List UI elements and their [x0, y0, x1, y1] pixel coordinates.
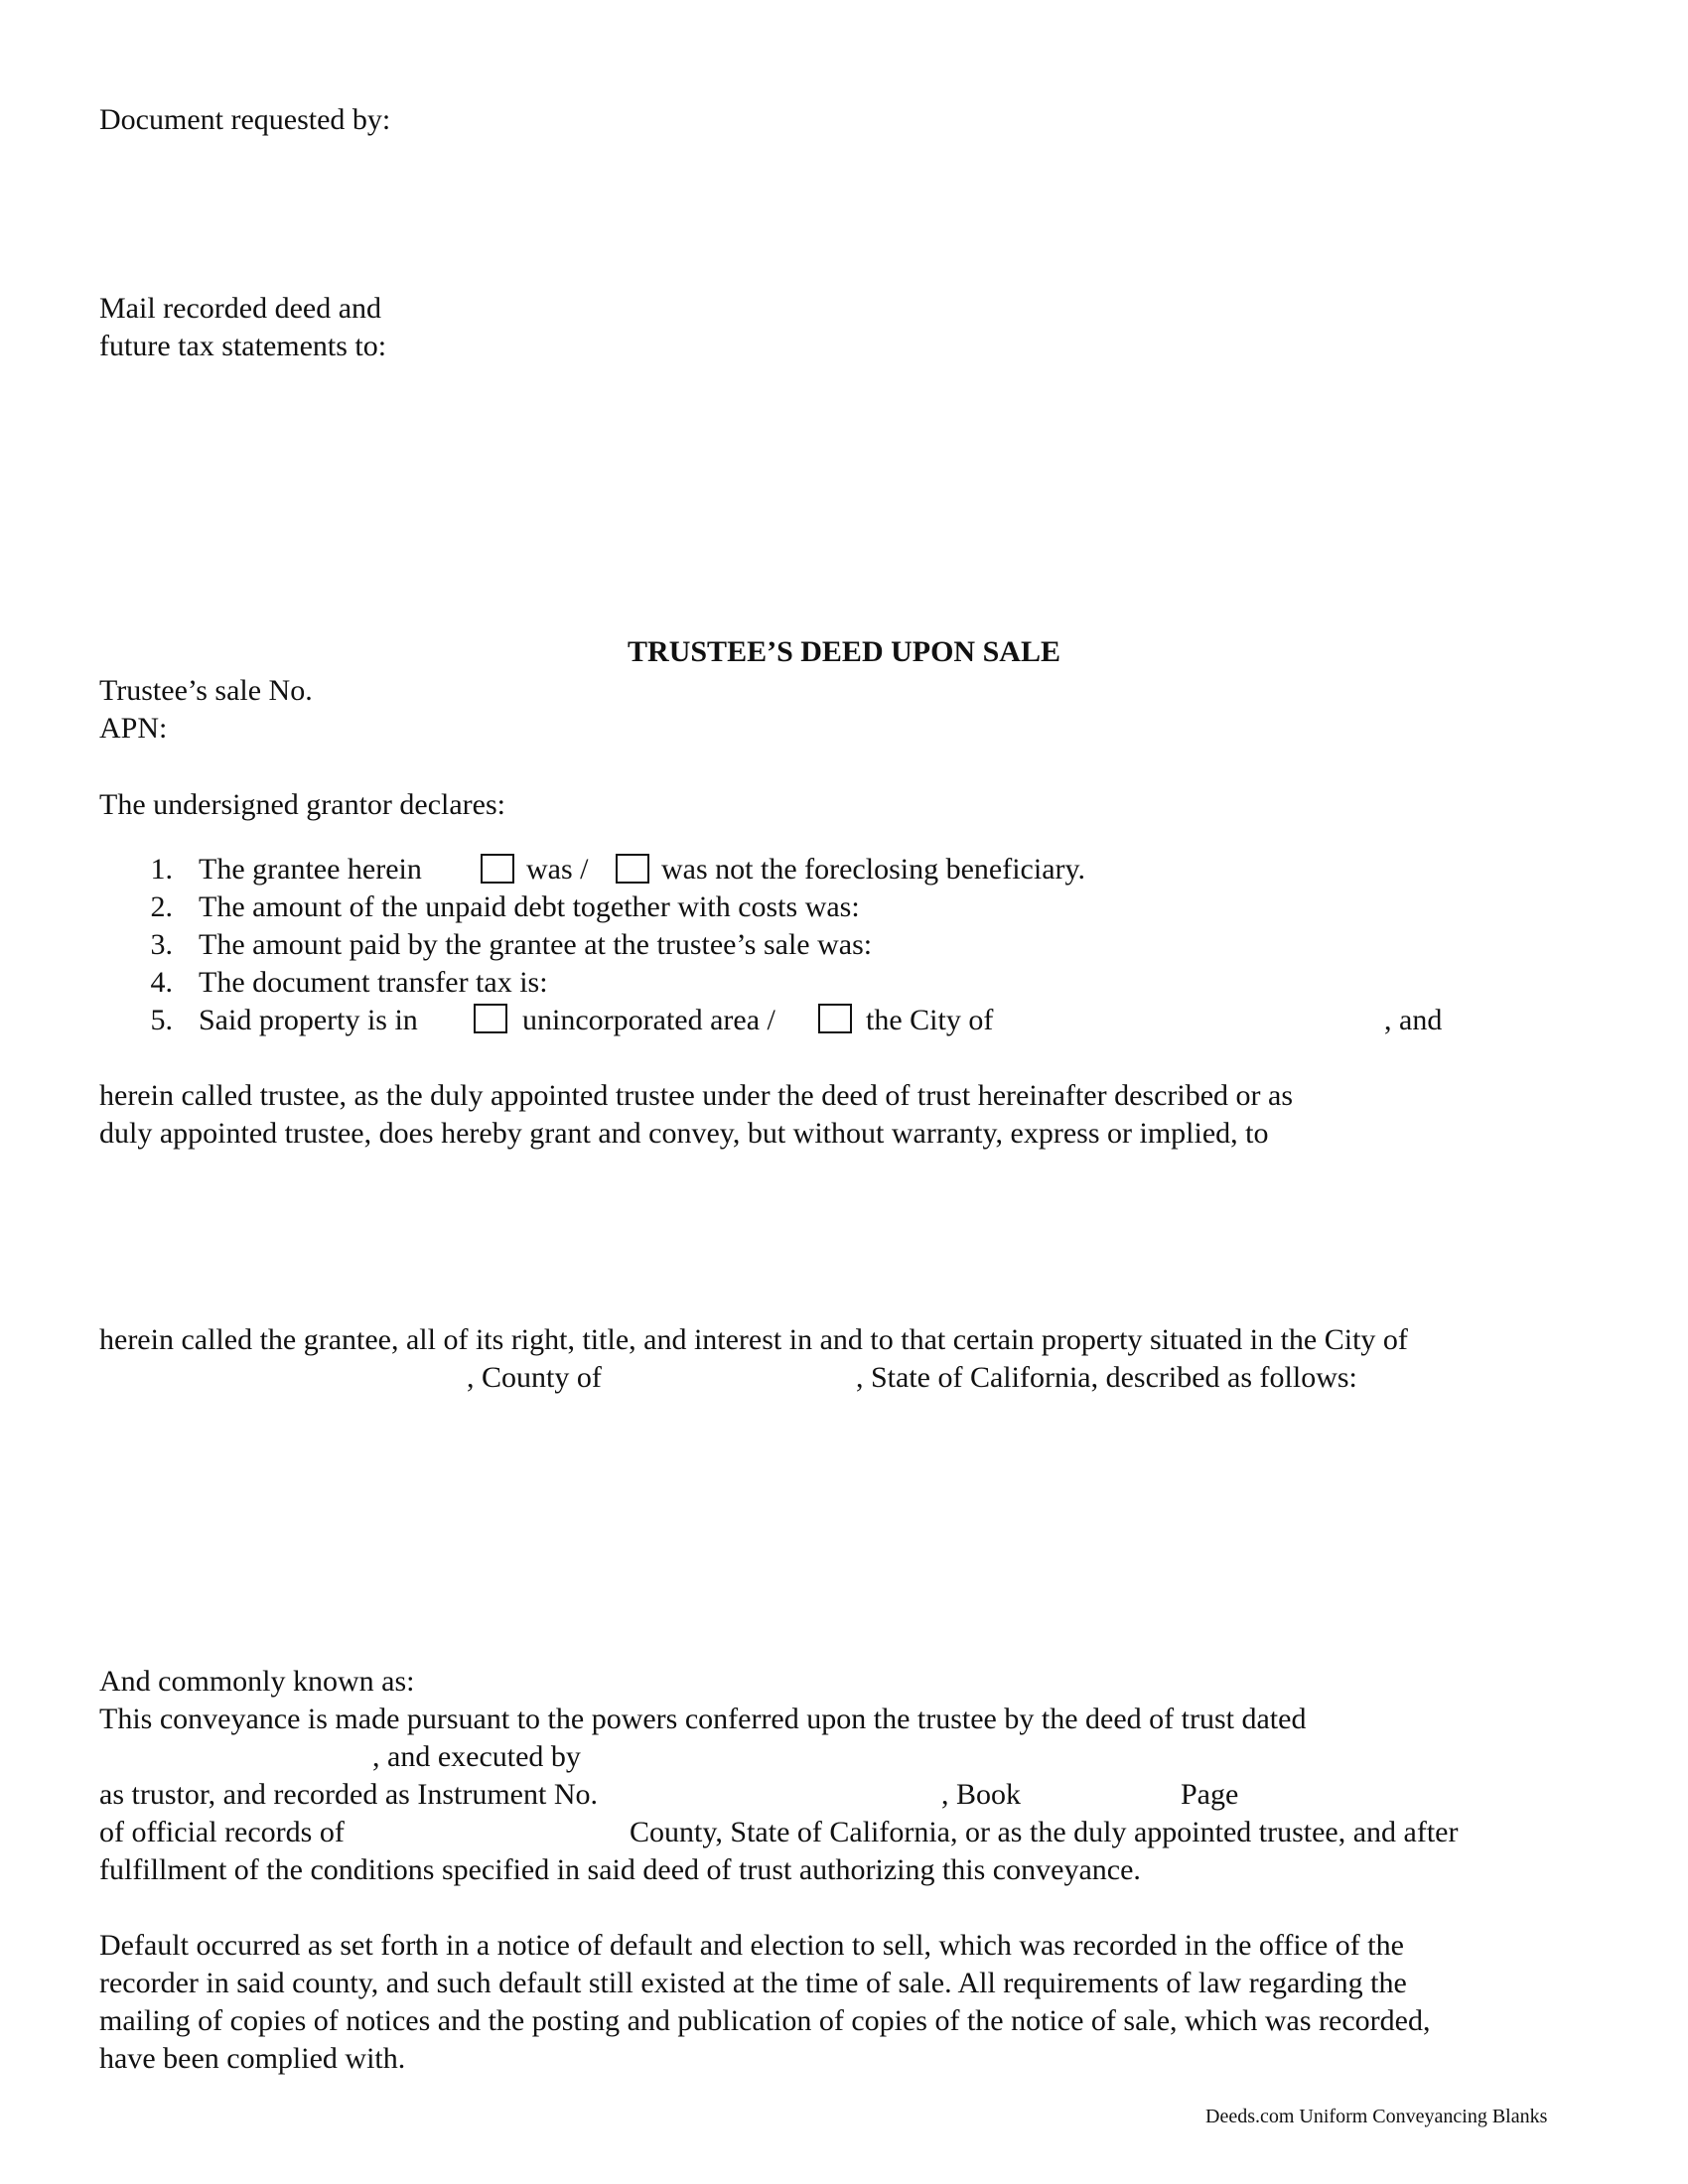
unincorporated-checkbox[interactable]	[474, 1004, 507, 1033]
was-not-label: was not the foreclosing beneficiary.	[661, 853, 1086, 886]
state-described-label: , State of California, described as follows:	[856, 1361, 1357, 1394]
default-paragraph-line: mailing of copies of notices and the posting and publication of copies of the notice of sale, which was recorded,	[99, 2004, 1431, 2037]
official-records-label: of official records of	[99, 1816, 345, 1848]
trustee-paragraph-line: duly appointed trustee, does hereby grant and convey, but without warranty, express or implied, to	[99, 1117, 1269, 1150]
default-paragraph-line: have been complied with.	[99, 2042, 406, 2075]
item-3-text: The amount paid by the grantee at the trustee’s sale was:	[199, 928, 873, 961]
commonly-known-label: And commonly known as:	[99, 1665, 415, 1698]
grantee-paragraph-line1: herein called the grantee, all of its right, title, and interest in and to that certain property situated in the City of	[99, 1323, 1408, 1356]
requested-by-label: Document requested by:	[99, 103, 391, 136]
item-5-text: Said property is in	[199, 1004, 418, 1036]
city-checkbox[interactable]	[818, 1004, 852, 1033]
was-not-checkbox[interactable]	[616, 854, 649, 884]
book-label: , Book	[941, 1778, 1022, 1811]
executed-by-label: , and executed by	[372, 1740, 581, 1773]
apn-label: APN:	[99, 712, 168, 745]
list-number: 4.	[150, 966, 173, 999]
as-trustor-label: as trustor, and recorded as Instrument No.	[99, 1778, 598, 1811]
was-label: was /	[526, 853, 589, 886]
county-of-label: , County of	[467, 1361, 602, 1394]
fulfillment-line: fulfillment of the conditions specified in said deed of trust authorizing this conveyance.	[99, 1853, 1141, 1886]
page-label: Page	[1181, 1778, 1239, 1811]
was-checkbox[interactable]	[481, 854, 514, 884]
mail-to-label-line1: Mail recorded deed and	[99, 292, 382, 325]
item-4-text: The document transfer tax is:	[199, 966, 548, 999]
county-state-label: County, State of California, or as the duly appointed trustee, and after	[630, 1816, 1459, 1848]
unincorporated-label: unincorporated area /	[522, 1004, 775, 1036]
item-1-text: The grantee herein	[199, 853, 422, 886]
declares-heading: The undersigned grantor declares:	[99, 788, 505, 821]
city-of-label: the City of	[866, 1004, 994, 1036]
list-number: 1.	[150, 853, 173, 886]
trustee-sale-no-label: Trustee’s sale No.	[99, 674, 313, 707]
conveyance-line1: This conveyance is made pursuant to the powers conferred upon the trustee by the deed of trust dated	[99, 1703, 1307, 1735]
default-paragraph-line: recorder in said county, and such default still existed at the time of sale. All requirements of law regarding the	[99, 1967, 1407, 1999]
list-number: 5.	[150, 1004, 173, 1036]
footer-brand: Deeds.com Uniform Conveyancing Blanks	[1205, 2106, 1548, 2127]
document-title: TRUSTEE’S DEED UPON SALE	[628, 635, 1060, 668]
list-number: 3.	[150, 928, 173, 961]
trustee-paragraph-line: herein called trustee, as the duly appointed trustee under the deed of trust hereinafter described or as	[99, 1079, 1294, 1112]
and-label: , and	[1384, 1004, 1443, 1036]
mail-to-label-line2: future tax statements to:	[99, 330, 387, 362]
default-paragraph-line: Default occurred as set forth in a notice of default and election to sell, which was recorded in the office of the	[99, 1929, 1404, 1962]
item-2-text: The amount of the unpaid debt together with costs was:	[199, 890, 860, 923]
list-number: 2.	[150, 890, 173, 923]
